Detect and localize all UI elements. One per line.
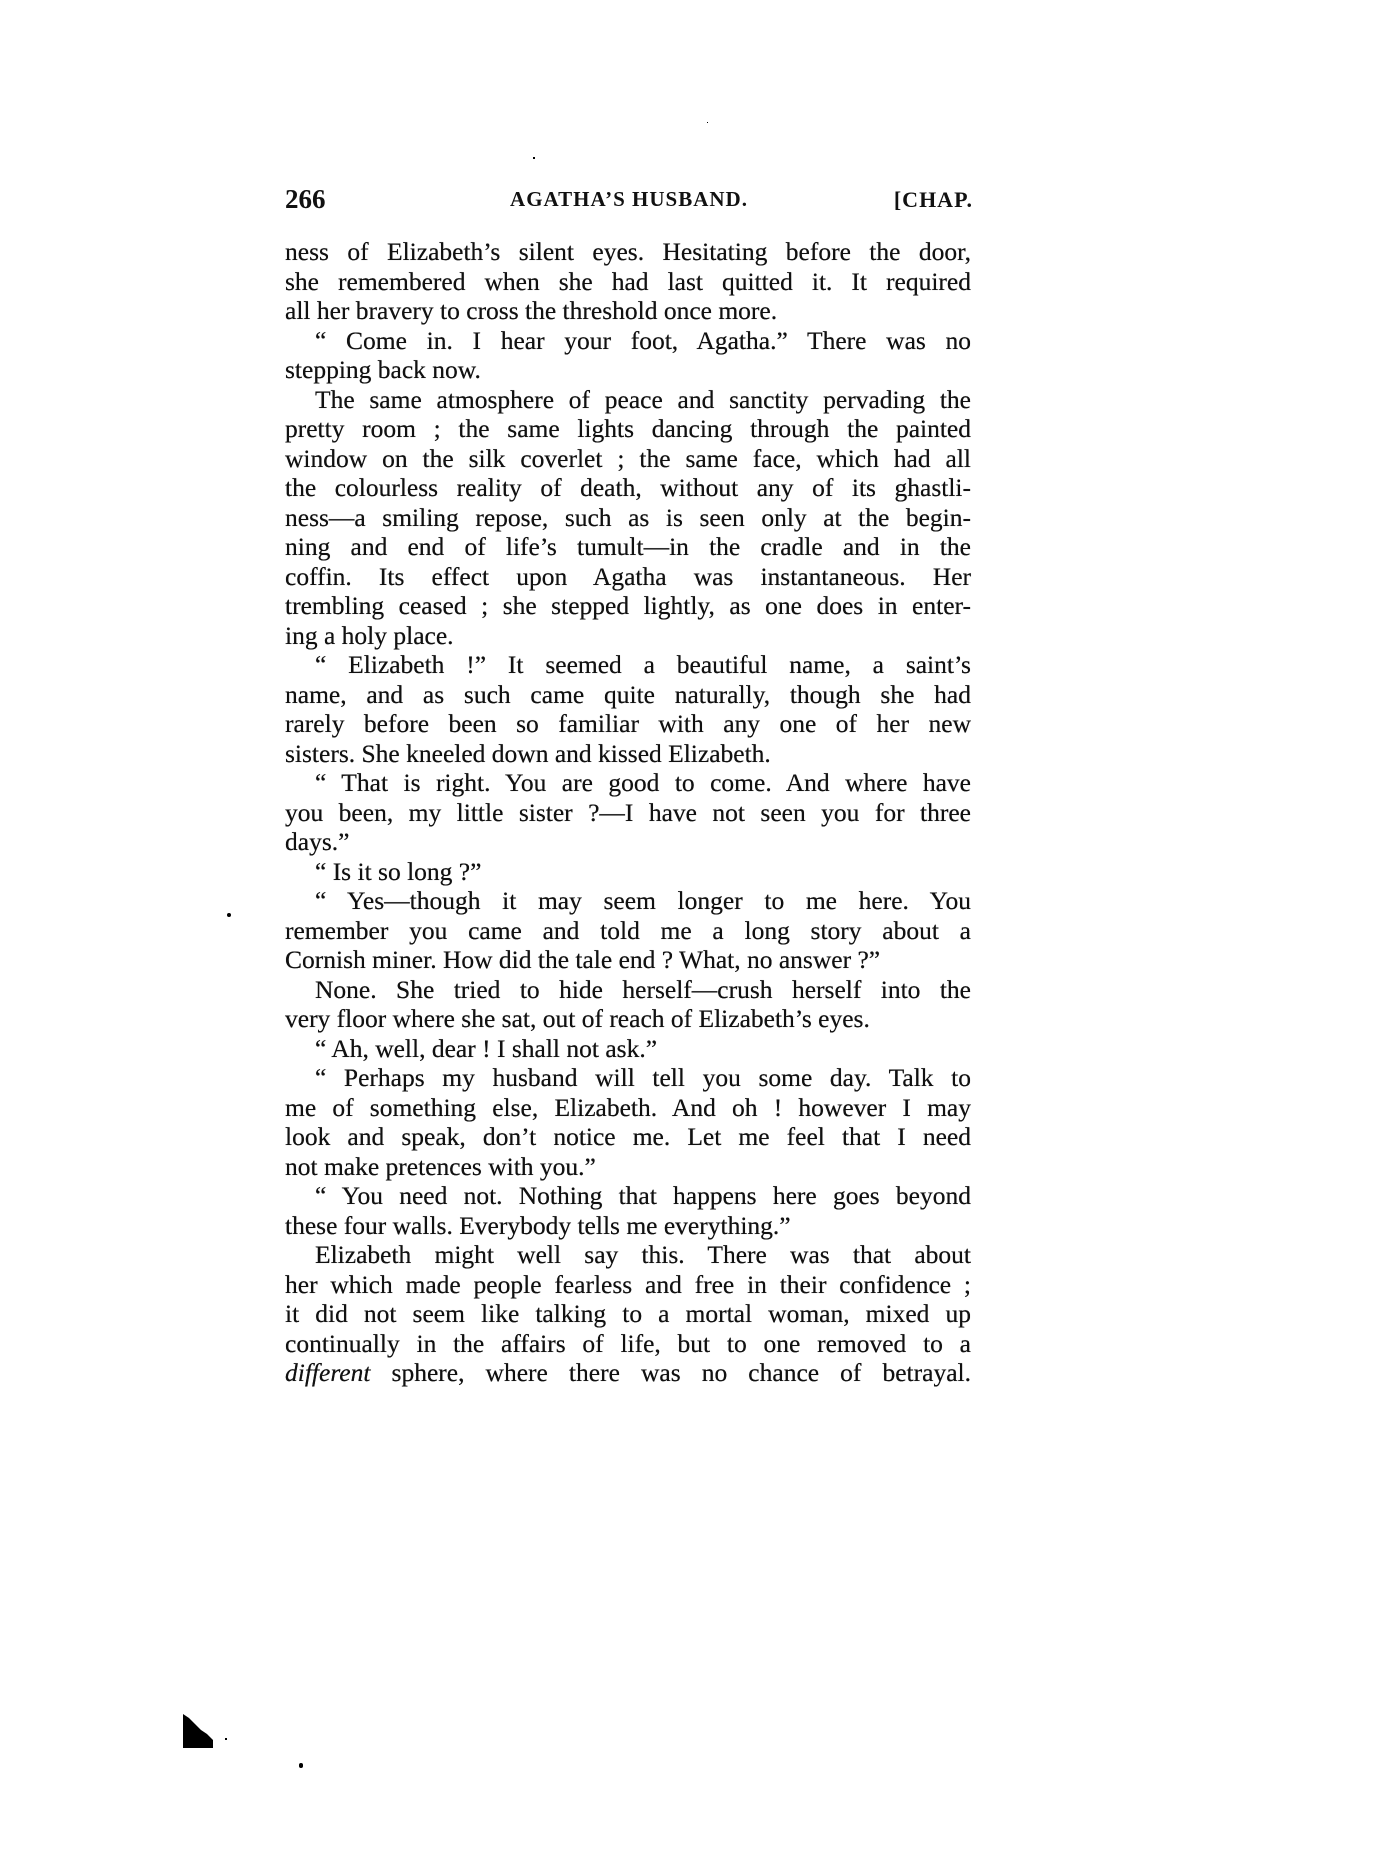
text-line: “ Yes—though it may seem longer to me here. You [315,886,971,915]
text-line: ness—a smiling repose, such as is seen only at the begin- [285,502,971,532]
scan-speck [707,122,708,123]
text-line: The same atmosphere of peace and sanctity pervading the [315,384,971,414]
running-title: AGATHA’S HUSBAND. [510,187,748,211]
text-line: “ Is it so long ?” [315,856,482,886]
text-line: look and speak, don’t notice me. Let me feel that I need [285,1122,971,1151]
body-text [285,237,971,1388]
text-line: her which made people fearless and free in their confidence ; [285,1269,971,1299]
text-line: sisters. She kneeled down and kissed Elizabeth. [285,738,771,768]
text-line: pretty room ; the same lights dancing through the painted [285,414,971,443]
text-line: “ You need not. Nothing that happens here goes beyond [315,1181,971,1210]
italic-word: different [285,1358,371,1387]
text-line: “ Come in. I hear your foot, Agatha.” There was no [315,325,971,355]
text-line: ness of Elizabeth’s silent eyes. Hesitating before the door, [285,237,971,266]
text-line: name, and as such came quite naturally, though she had [285,679,971,709]
text-line: me of something else, Elizabeth. And oh ! however I may [285,1092,971,1122]
chapter-marker: [CHAP. [893,187,973,212]
text-line: all her bravery to cross the threshold once more. [285,296,778,325]
text-line: “ Ah, well, dear ! I shall not ask.” [315,1033,658,1063]
text-line: not make pretences with you.” [285,1151,596,1181]
text-line: she remembered when she had last quitted it. It required [285,266,971,296]
text-line: you been, my little sister ?—I have not seen you for three [285,797,971,827]
text-line: stepping back now. [285,355,481,384]
text-line: “ Elizabeth !” It seemed a beautiful name, a saint’s [315,650,971,679]
last-line-rest: sphere, where there was no chance of betrayal. [370,1358,971,1387]
text-line: the colourless reality of death, without any of its ghastli- [285,473,971,502]
text-line: Elizabeth might well say this. There was that about [315,1240,971,1269]
text-line: “ That is right. You are good to come. And where have [315,768,971,797]
running-header [285,184,973,220]
text-line: these four walls. Everybody tells me everything.” [285,1210,791,1240]
text-line: rarely before been so familiar with any one of her new [285,709,971,738]
text-line: trembling ceased ; she stepped lightly, as one does in enter- [285,591,971,620]
text-line: Cornish miner. How did the tale end ? What, no answer ?” [285,945,881,974]
text-line: “ Perhaps my husband will tell you some day. Talk to [315,1063,971,1092]
text-line: None. She tried to hide herself—crush herself into the [315,974,971,1004]
text-line: it did not seem like talking to a mortal woman, mixed up [285,1299,971,1328]
text-line: ning and end of life’s tumult—in the cradle and in the [285,532,971,561]
text-line: continually in the affairs of life, but to one removed to a [285,1328,971,1358]
scan-dot [299,1763,303,1768]
text-line: remember you came and told me a long story about a [285,915,971,945]
scan-blot [183,1714,231,1754]
text-lines [285,237,971,1358]
text-line-last [285,1358,971,1388]
text-line: ing a holy place. [285,620,454,650]
text-line: window on the silk coverlet ; the same face, which had all [285,443,971,473]
text-line: very floor where she sat, out of reach of Elizabeth’s eyes. [285,1004,870,1033]
scan-dot [227,913,231,917]
text-line: days.” [285,827,350,856]
text-line: coffin. Its effect upon Agatha was instantaneous. Her [285,561,971,591]
page-number: 266 [285,184,326,214]
scan-speck [533,157,535,159]
